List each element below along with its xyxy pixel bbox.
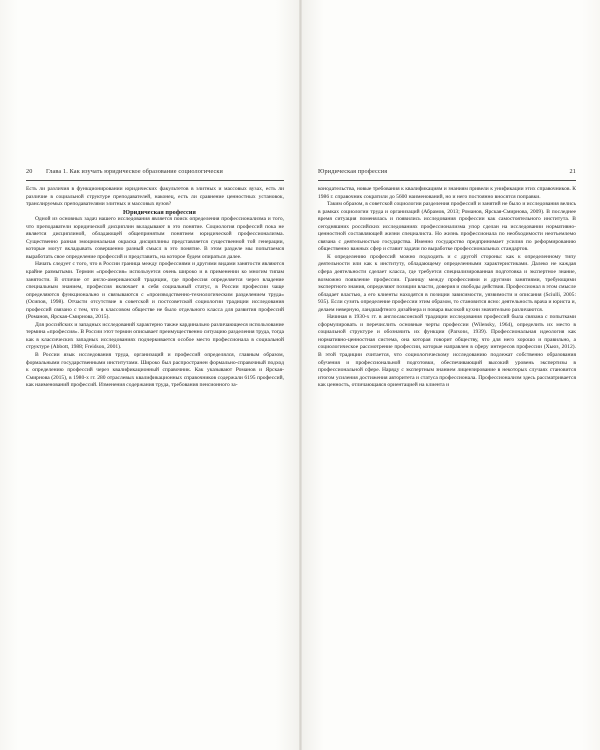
paragraph: Таким образом, в советской социологии разделения профессий и занятий не было и исследования велись в рамках социологии труда и организаций (Абрамов, 2013; Романов, Ярская-Смирнова, 2009). В последнее время ситуация поменялась и появились исследования профессии как самостоятельного института. В сегодняшних российских исследованиях профессионализма упор сделан на исследовании нормативно-ценностной составляющей жизни специалиста. Но жизнь профессионала по необходимости неотъемлемо связана с деятельностью государства. Именно государство предпринимает усилия по реформированию общественно важных сфер и ставит задачи по выработке профессиональных стандартов. [318,201,576,253]
page-number-right: 21 [569,168,576,175]
right-page [300,0,600,750]
paragraph: Одной из основных задач нашего исследования является поиск определения профессионализма и того, что преподаватели юридической дисциплин вкладывают в это понятие. Социология профессий пока не является дисциплиной, обладающей общепринятым понятием юридической профессионализма. Существенно разная эмоциональная окраска дисциплины представляется существенной той генерации, которые могут вкладывать совершенно разный смысл в это понятие. В этом разделе мы попытаемся выработать свое определение профессий и представить, на которое будем опираться далее. [26,216,284,260]
page-number-left: 20 [26,168,33,175]
paragraph: Начиная в 1930-х гг. в англосаксонской традиции исследования профессий была связана с попытками сформулировать и перечислить основные черты профессии (Wilensky, 1964), определить их место в социальной структуре и обозначить их функции (Parsons, 1939). Профессиональная идеология как нормативно-ценностная система, она которая говорит обществу, что для него хорошо и правильно, а социологическое рассмотрение профессии, которые направлен в сферу интересов профессии (Хьюз, 2012). В этой традиции считается, что социологическому исследованию подлежат собственно образования обучения и профессиональной подготовки, обеспечивающий высокий уровень экспертизы в профессиональной сфере. Наряду с экспертным знанием лицензирование в некоторых случаях становится итогом усиления достижения авторитета и статуса профессионала. Профессионализм здесь рассматривается как ценность, отличающаяся ориентацией на клиента и [318,314,576,389]
header-rule-left [26,180,284,181]
header-rule-right [318,180,576,181]
paragraph: Начать следует с того, что в России граница между профессиями и другими видами занятости являются крайне размытыми. Термин «профессия» используется очень широко и в применении ко многим типам занятости. В отличие от англо-американской традиции, где профессия определяется через владение специальным знанием, профессия включает в себя социальный статус, в России профессии чаще определяются функционально и связываются с «производственно-технологическим разделением труда» (Осипов, 1998). Отчасти отсутствие в советской и постсоветской социологии традиции исследования профессий связано с тем, что в классовом обществе не было отдельного класса для развития профессий (Романов, Ярская-Смирнова, 2015). [26,261,284,321]
book-gutter [299,0,302,750]
paragraph: К определению профессий можно подходить и с другой стороны: как к определенному типу деятельности или как к институту, обладающему определенными характеристиками. Далеко не каждая сфера деятельности сделает класса, где требуется специализированная подготовка и экспертное знание, возможно появление профессии. Границу между профессиями и другими занятиями, требующими экспертного знания, определяют позиции власти, доверия и свободы действия. Профессионал в этом смысле обладает властью, а его клиенты находятся в позиции зависимости, уязвимости и описания (Sciulli, 2005: 935). Если сузить определение профессии этим образом, то становится ясно: деятельность врача и юриста и, делаем неверную, ландшафтного дизайнера и повара высокой кухни значительно различаются. [318,253,576,313]
paragraph: Для российских и западных исследований характерно также кардинально различающееся использование термина «профессия». В России этот термин описывает преимущественно ситуацию разделения труда, тогда как в классических западных исследованиях подчеркивается особое место профессионала в социальной структуре (Abbott, 1988; Freidson, 2001). [26,321,284,351]
running-head-right: Юридическая профессия [318,168,388,175]
left-column-text [26,186,284,390]
section-heading: Юридическая профессия [123,208,196,216]
paragraph: конодательства, новые требования к квалификациям и знаниям привели к унификации этих справочников. К 1986 г. справочник сократили до 5600 наименований, но и него постоянно вносятся поправки. [318,186,576,200]
paragraph: Есть ли различия в функционировании юридических факультетов в элитных и массовых вузах, есть ли различие в социальной структуре преподавателей, наконец, есть ли сравнение ценностных установок, транслируемых преподавателями элитных и массовых вузов? [26,186,284,208]
right-column-text [318,186,576,390]
running-head-left: Глава 1. Как изучать юридическое образование социологически [46,168,224,175]
paragraph: В России язык исследования труда, организаций и профессий определялся, главным образом, формальными государственными институтами. Широко был распространен формально-справочный подход к определению профессий через квалификационный справочник. Как указывают Романов и Ярская-Смирнова (2015), в 1980-х гг. 280 отраслевых квалификационных справочников содержали 6195 профессий, как наименований профессий. Изменения содержания труда, требования пенсионного за- [26,352,284,389]
